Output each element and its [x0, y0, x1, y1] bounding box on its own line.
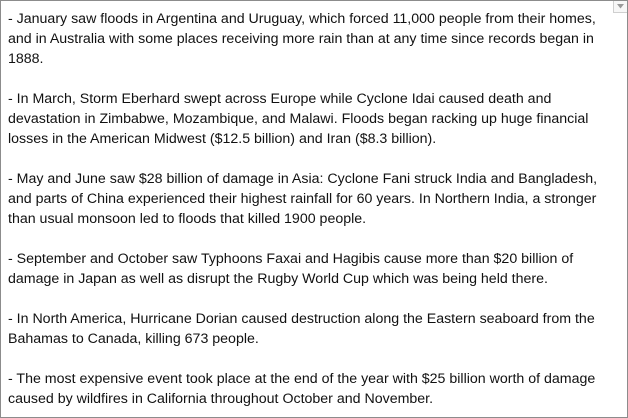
paragraph-september-october: - September and October saw Typhoons Faxai and Hagibis cause more than $20 billion of damage in Japan as well as disrupt the Rugby World Cup which was being held there. [8, 251, 574, 287]
triangle-down-icon [617, 4, 624, 9]
paragraph-march: - In March, Storm Eberhard swept across Europe while Cyclone Idai caused death and devastation in Zimbabwe, Mozambique, and Malawi. Floods began racking up huge financial losses in the American Midwest ($12.5 billion) and Iran ($8.3 billion). [8, 91, 589, 147]
text-content [8, 9, 618, 418]
paragraph-north-america: - In North America, Hurricane Dorian caused destruction along the Eastern seaboard from the Bahamas to Canada, killing 673 people. [8, 311, 595, 347]
paragraph-may-june: - May and June saw $28 billion of damage in Asia: Cyclone Fani struck India and Bangladesh, and parts of China experienced their highest rainfall for 60 years. In Northern India, a stronger than usual monsoon led to floods that killed 1900 people. [8, 171, 598, 227]
dropdown-triangle-icon[interactable] [613, 1, 627, 13]
paragraph-most-expensive: - The most expensive event took place at the end of the year with $25 billion worth of damage caused by wildfires in California throughout October and November. [8, 371, 596, 407]
paragraph-january: - January saw floods in Argentina and Uruguay, which forced 11,000 people from their homes, and in Australia with some places receiving more rain than at any time since records began in 1888. [8, 11, 596, 67]
